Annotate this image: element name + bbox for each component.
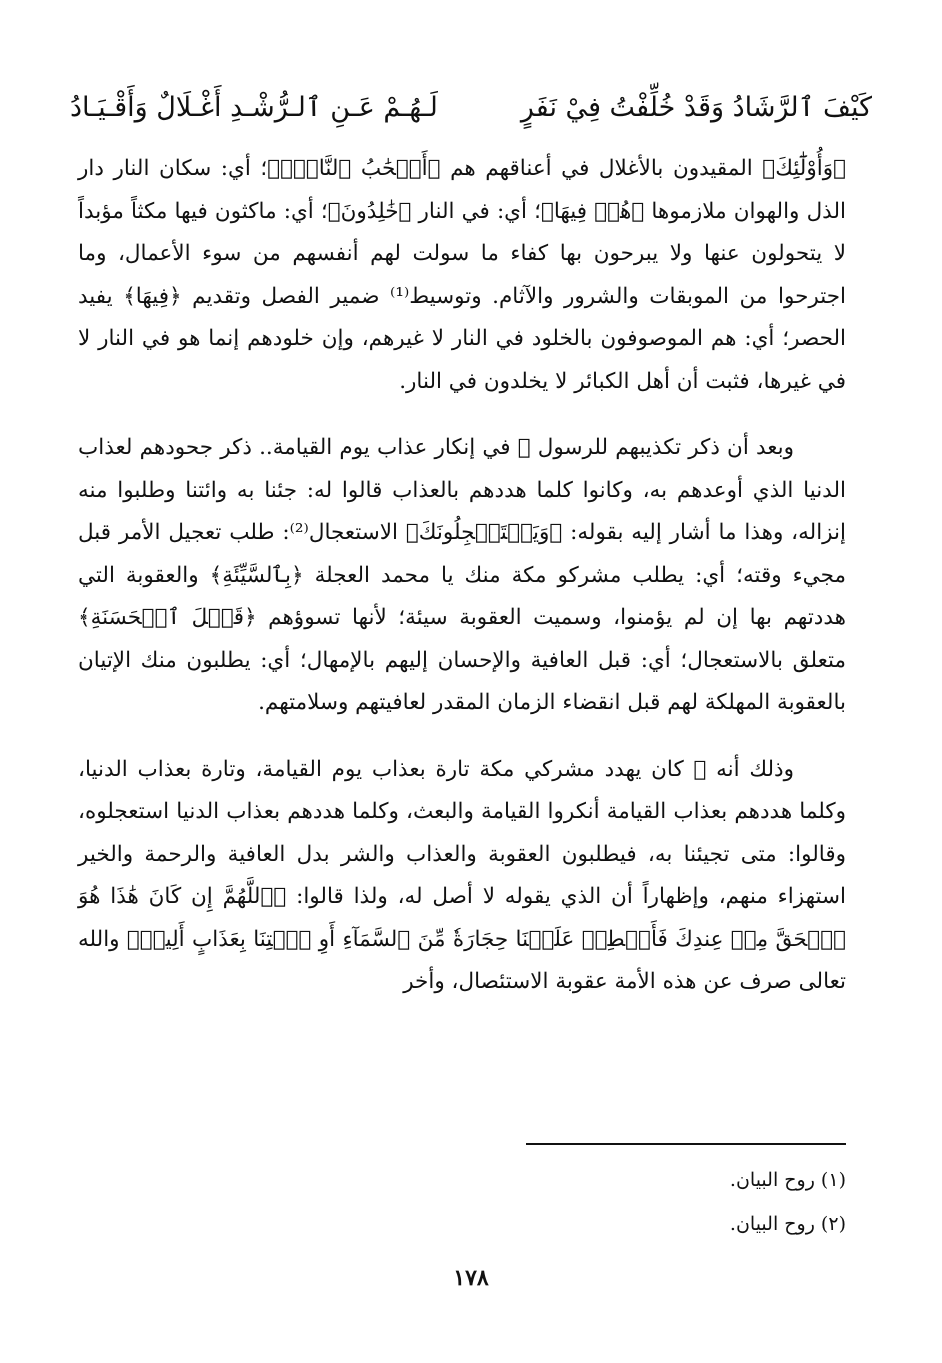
footnote-separator [526,1143,846,1145]
verse-right-hemistich: كَيْفَ ٱلرَّشَادُ وَقَدْ خُلِّفْتُ فِيْ نَفَرٍ [520,92,872,123]
main-text [78,148,846,1004]
verse-left-hemistich: لَـهُـمْ عَـنِ ٱلـرُّشْـدِ أَغْـلَالٌ وَأَقْـيَـادُ [70,92,438,123]
footnotes [420,1158,846,1246]
paragraph-3: وذلك أنه ﷺ كان يهدد مشركي مكة تارة بعذاب يوم القيامة، وتارة بعذاب الدنيا، وكلما هددهم بعذاب القيامة أنكروا القيامة والبعث، وكلما هددهم بعذاب الدنيا استعجلوه، وقالوا: متى تجيئنا به، فيطلبون العقوبة والعذاب والشر بدل العافية والرحمة والخير استهزاء منهم، وإظهاراً أن الذي يقوله لا أصل له، ولذا قالوا: ﴿ٱللَّهُمَّ إِن كَانَ هَٰذَا هُوَ ٱلۡحَقَّ مِنۡ عِندِكَ فَأَمۡطِرۡ عَلَيۡنَا حِجَارَةٗ مِّنَ ٱلسَّمَآءِ أَوِ ٱئۡتِنَا بِعَذَابٍ أَلِيمٖ﴾ والله تعالى صرف عن هذه الأمة عقوبة الاستئصال، وأخر [78,756,846,994]
footnote-1: (١) روح البيان. [729,1169,846,1191]
paragraph-2: وبعد أن ذكر تكذيبهم للرسول ﷺ في إنكار عذاب يوم القيامة.. ذكر جحودهم لعذاب الدنيا الذي أوعدهم به، وكانوا كلما هددهم بالعذاب قالوا له: جئنا به وائتنا وطلبوا منه إنزاله، وهذا ما أشار إليه بقوله: ﴿وَيَسۡتَعۡجِلُونَكَ﴾ الاستعجال⁽²⁾: طلب تعجيل الأمر قبل مجيء وقته؛ أي: يطلب مشركو مكة منك يا محمد العجلة ﴿بِٱلسَّيِّئَةِ﴾ والعقوبة التي هددتهم بها إن لم يؤمنوا، وسميت العقوبة سيئة؛ لأنها تسوؤهم ﴿قَبۡلَ ٱلۡحَسَنَةِ﴾ متعلق بالاستعجال؛ أي: قبل العافية والإحسان إليهم بالإمهال؛ أي: يطلبون منك الإتيان بالعقوبة المهلكة لهم قبل انقضاء الزمان المقدر لعافيتهم وسلامتهم. [78,435,846,715]
footnote-2: (٢) روح البيان. [729,1213,846,1235]
page-number: ١٧٨ [453,1265,489,1291]
paragraph-1: ﴿وَأُوْلَٰٓئِكَ﴾ المقيدون بالأغلال في أعناقهم هم ﴿أَصۡحَٰبُ ٱلنَّارِۖ﴾؛ أي: سكان النار دار الذل والهوان ملازموها ﴿هُمۡ فِيهَا﴾؛ أي: في النار ﴿خَٰلِدُونَ﴾؛ أي: ماكثون فيها مكثاً مؤبداً لا يتحولون عنها ولا يبرحون بها كفاء ما سولت لهم أنفسهم من سوء الأعمال، وما اجترحوا من الموبقات والشرور والآثام. وتوسيط⁽¹⁾ ضمير الفصل وتقديم ﴿فِيهَا﴾ يفيد الحصر؛ أي: هم الموصوفون بالخلود في النار لا غيرهم، وإن خلودهم إنما هو في النار لا في غيرها، فثبت أن أهل الكبائر لا يخلدون في النار. [78,156,846,394]
poetry-verse [70,84,872,132]
